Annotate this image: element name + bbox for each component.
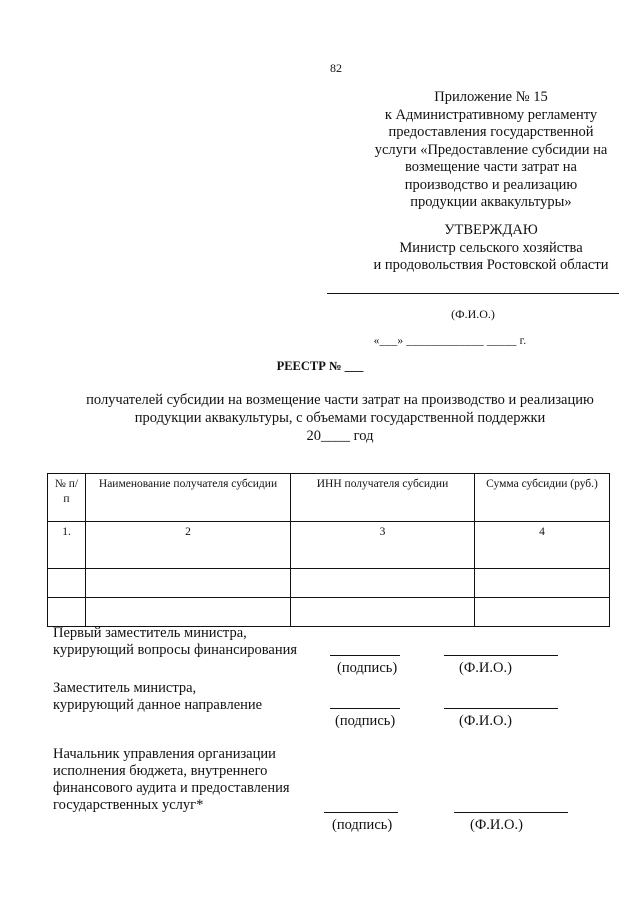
table-cell[interactable] bbox=[48, 598, 86, 627]
fio-caption: (Ф.И.О.) bbox=[459, 660, 512, 676]
signature-line[interactable] bbox=[330, 708, 400, 709]
table-cell: 1. bbox=[48, 522, 86, 569]
table-cell[interactable] bbox=[86, 598, 291, 627]
table-cell: 4 bbox=[475, 522, 610, 569]
table-row bbox=[48, 598, 610, 627]
registry-desc-line: получателей субсидии на возмещение части затрат на производство и реализацию bbox=[86, 392, 594, 408]
appendix-line: к Административному регламенту bbox=[384, 106, 598, 123]
table-cell[interactable] bbox=[48, 569, 86, 598]
table-header-row bbox=[48, 474, 610, 522]
table-cell[interactable] bbox=[475, 598, 610, 627]
appendix-line: возмещение части затрат на bbox=[405, 159, 577, 175]
signature-role: Заместитель министра, bbox=[53, 680, 197, 696]
appendix-line: услуги «Предоставление субсидии на bbox=[374, 141, 608, 158]
signature-role: Начальник управления организации bbox=[53, 746, 276, 762]
signature-role: Первый заместитель министра, bbox=[53, 625, 247, 641]
table-cell: 2 bbox=[86, 522, 291, 569]
header-inn: ИНН получателя субсидии bbox=[291, 474, 475, 522]
signature-first-deputy bbox=[53, 625, 297, 659]
approval-title: УТВЕРЖДАЮ bbox=[444, 222, 538, 238]
signature-deputy bbox=[53, 680, 262, 714]
signature-caption: (подпись) bbox=[337, 660, 398, 676]
appendix-line: продукции аквакультуры» bbox=[410, 194, 572, 210]
signature-caption: (подпись) bbox=[332, 817, 393, 833]
table-cell[interactable] bbox=[291, 569, 475, 598]
registry-desc-line: продукции аквакультуры, с объемами государственной поддержки bbox=[134, 410, 546, 426]
fio-line[interactable] bbox=[444, 655, 558, 656]
header-recipient-name: Наименование получателя субсидии bbox=[86, 474, 291, 522]
approval-signature-line bbox=[327, 293, 619, 294]
page-number: 82 bbox=[330, 61, 342, 75]
approval-position: Министр сельского хозяйства bbox=[399, 239, 583, 256]
registry-description bbox=[40, 391, 640, 445]
registry-year: 20____ год bbox=[306, 428, 374, 444]
signature-role: исполнения бюджета, внутреннего bbox=[53, 763, 268, 779]
table-cell: 3 bbox=[291, 522, 475, 569]
signature-role: государственных услуг* bbox=[53, 797, 204, 813]
fio-line[interactable] bbox=[454, 812, 568, 813]
approval-block bbox=[330, 222, 640, 275]
appendix-header bbox=[330, 89, 640, 212]
appendix-line: производство и реализацию bbox=[404, 176, 578, 193]
table-row bbox=[48, 522, 610, 569]
table-cell[interactable] bbox=[86, 569, 291, 598]
signature-role: финансового аудита и предоставления bbox=[53, 780, 290, 796]
header-number: № п/п bbox=[48, 474, 86, 522]
appendix-line: Приложение № 15 bbox=[434, 89, 548, 105]
registry-title: РЕЕСТР № ___ bbox=[276, 359, 364, 373]
fio-line[interactable] bbox=[444, 708, 558, 709]
fio-caption: (Ф.И.О.) bbox=[459, 713, 512, 729]
approval-date: «___» _____________ _____ г. bbox=[373, 335, 527, 347]
signature-line[interactable] bbox=[324, 812, 398, 813]
signature-role: курирующий вопросы финансирования bbox=[53, 642, 298, 658]
signature-department-head bbox=[53, 746, 290, 814]
table-row bbox=[48, 569, 610, 598]
signature-line[interactable] bbox=[330, 655, 400, 656]
appendix-line: предоставления государственной bbox=[388, 124, 594, 140]
registry-table bbox=[47, 473, 610, 627]
header-subsidy-sum: Сумма субсидии (руб.) bbox=[475, 474, 610, 522]
table-cell[interactable] bbox=[475, 569, 610, 598]
signature-caption: (подпись) bbox=[335, 713, 396, 729]
approval-fio-label: (Ф.И.О.) bbox=[451, 307, 495, 321]
approval-position: и продовольствия Ростовской области bbox=[373, 257, 609, 273]
fio-caption: (Ф.И.О.) bbox=[470, 817, 523, 833]
table-cell[interactable] bbox=[291, 598, 475, 627]
signature-role: курирующий данное направление bbox=[53, 697, 263, 713]
